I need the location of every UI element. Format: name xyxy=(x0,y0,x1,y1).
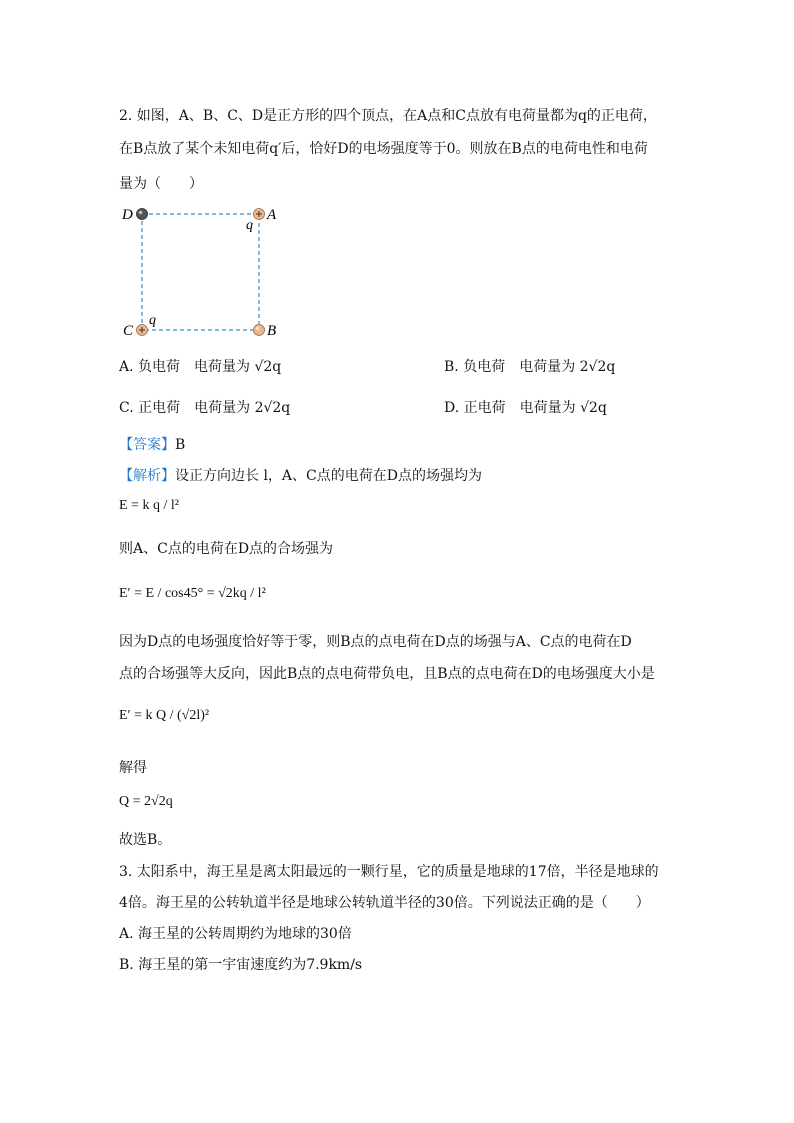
label-A: A xyxy=(267,207,277,223)
equation-1: E = k q / l² xyxy=(119,498,179,513)
equation-3: E′ = k Q / (√2l)² xyxy=(119,708,210,723)
charge-D xyxy=(137,209,148,220)
analysis-line-2: 因为D点的电场强度恰好等于零，则B点的点电荷在D点的场强与A、C点的电荷在D xyxy=(119,634,632,650)
q2-option-b: B. 负电荷 电荷量为 2√2q xyxy=(444,359,616,375)
q2-option-c: C. 正电荷 电荷量为 2√2q xyxy=(119,400,291,416)
q2-line-1: 2. 如图，A、B、C、D是正方形的四个顶点，在A点和C点放有电荷量都为q的正电荷， xyxy=(119,108,657,124)
q2-line-2: 在B点放了某个未知电荷q′后，恰好D的电场强度等于0。则放在B点的电荷电性和电荷 xyxy=(119,141,648,157)
analysis-then-line: 则A、C点的电荷在D点的合场强为 xyxy=(119,541,334,557)
charge-A xyxy=(254,209,265,220)
label-q-A: q xyxy=(246,218,253,233)
conclusion-line: 故选B。 xyxy=(119,832,172,848)
label-C: C xyxy=(123,323,134,339)
analysis-tag: 【解析】 xyxy=(119,468,175,484)
q3-option-b: B. 海王星的第一宇宙速度约为7.9km/s xyxy=(119,957,363,973)
square-charge-diagram xyxy=(116,203,286,343)
analysis-text-1: 设正方向边长 l，A、C点的电荷在D点的场强均为 xyxy=(175,468,482,484)
charge-B xyxy=(254,325,265,336)
label-B: B xyxy=(267,323,277,339)
equation-4: Q = 2√2q xyxy=(119,794,173,809)
equation-2: E′ = E / cos45° = √2kq / l² xyxy=(119,586,266,601)
q3-option-a: A. 海王星的公转周期约为地球的30倍 xyxy=(119,926,352,942)
charge-C xyxy=(137,325,148,336)
label-q-C: q xyxy=(149,313,156,328)
square-outline xyxy=(142,214,259,330)
answer-line xyxy=(119,435,185,455)
q3-line-1: 3. 太阳系中，海王星是离太阳最远的一颗行星，它的质量是地球的17倍，半径是地球的 xyxy=(119,864,659,880)
q2-line-3: 量为（ ） xyxy=(119,176,203,192)
q3-line-2: 4倍。海王星的公转轨道半径是地球公转轨道半径的30倍。下列说法正确的是（ ） xyxy=(119,895,650,911)
answer-tag: 【答案】 xyxy=(119,437,175,453)
q2-option-a: A. 负电荷 电荷量为 √2q xyxy=(119,359,282,375)
analysis-line-1 xyxy=(119,466,482,486)
q2-option-d: D. 正电荷 电荷量为 √2q xyxy=(444,400,607,416)
analysis-line-3: 点的合场强等大反向，因此B点的点电荷带负电，且B点的点电荷在D的电场强度大小是 xyxy=(119,666,655,682)
solve-line: 解得 xyxy=(119,760,147,776)
label-D: D xyxy=(122,207,133,223)
answer-value: B xyxy=(175,437,186,453)
